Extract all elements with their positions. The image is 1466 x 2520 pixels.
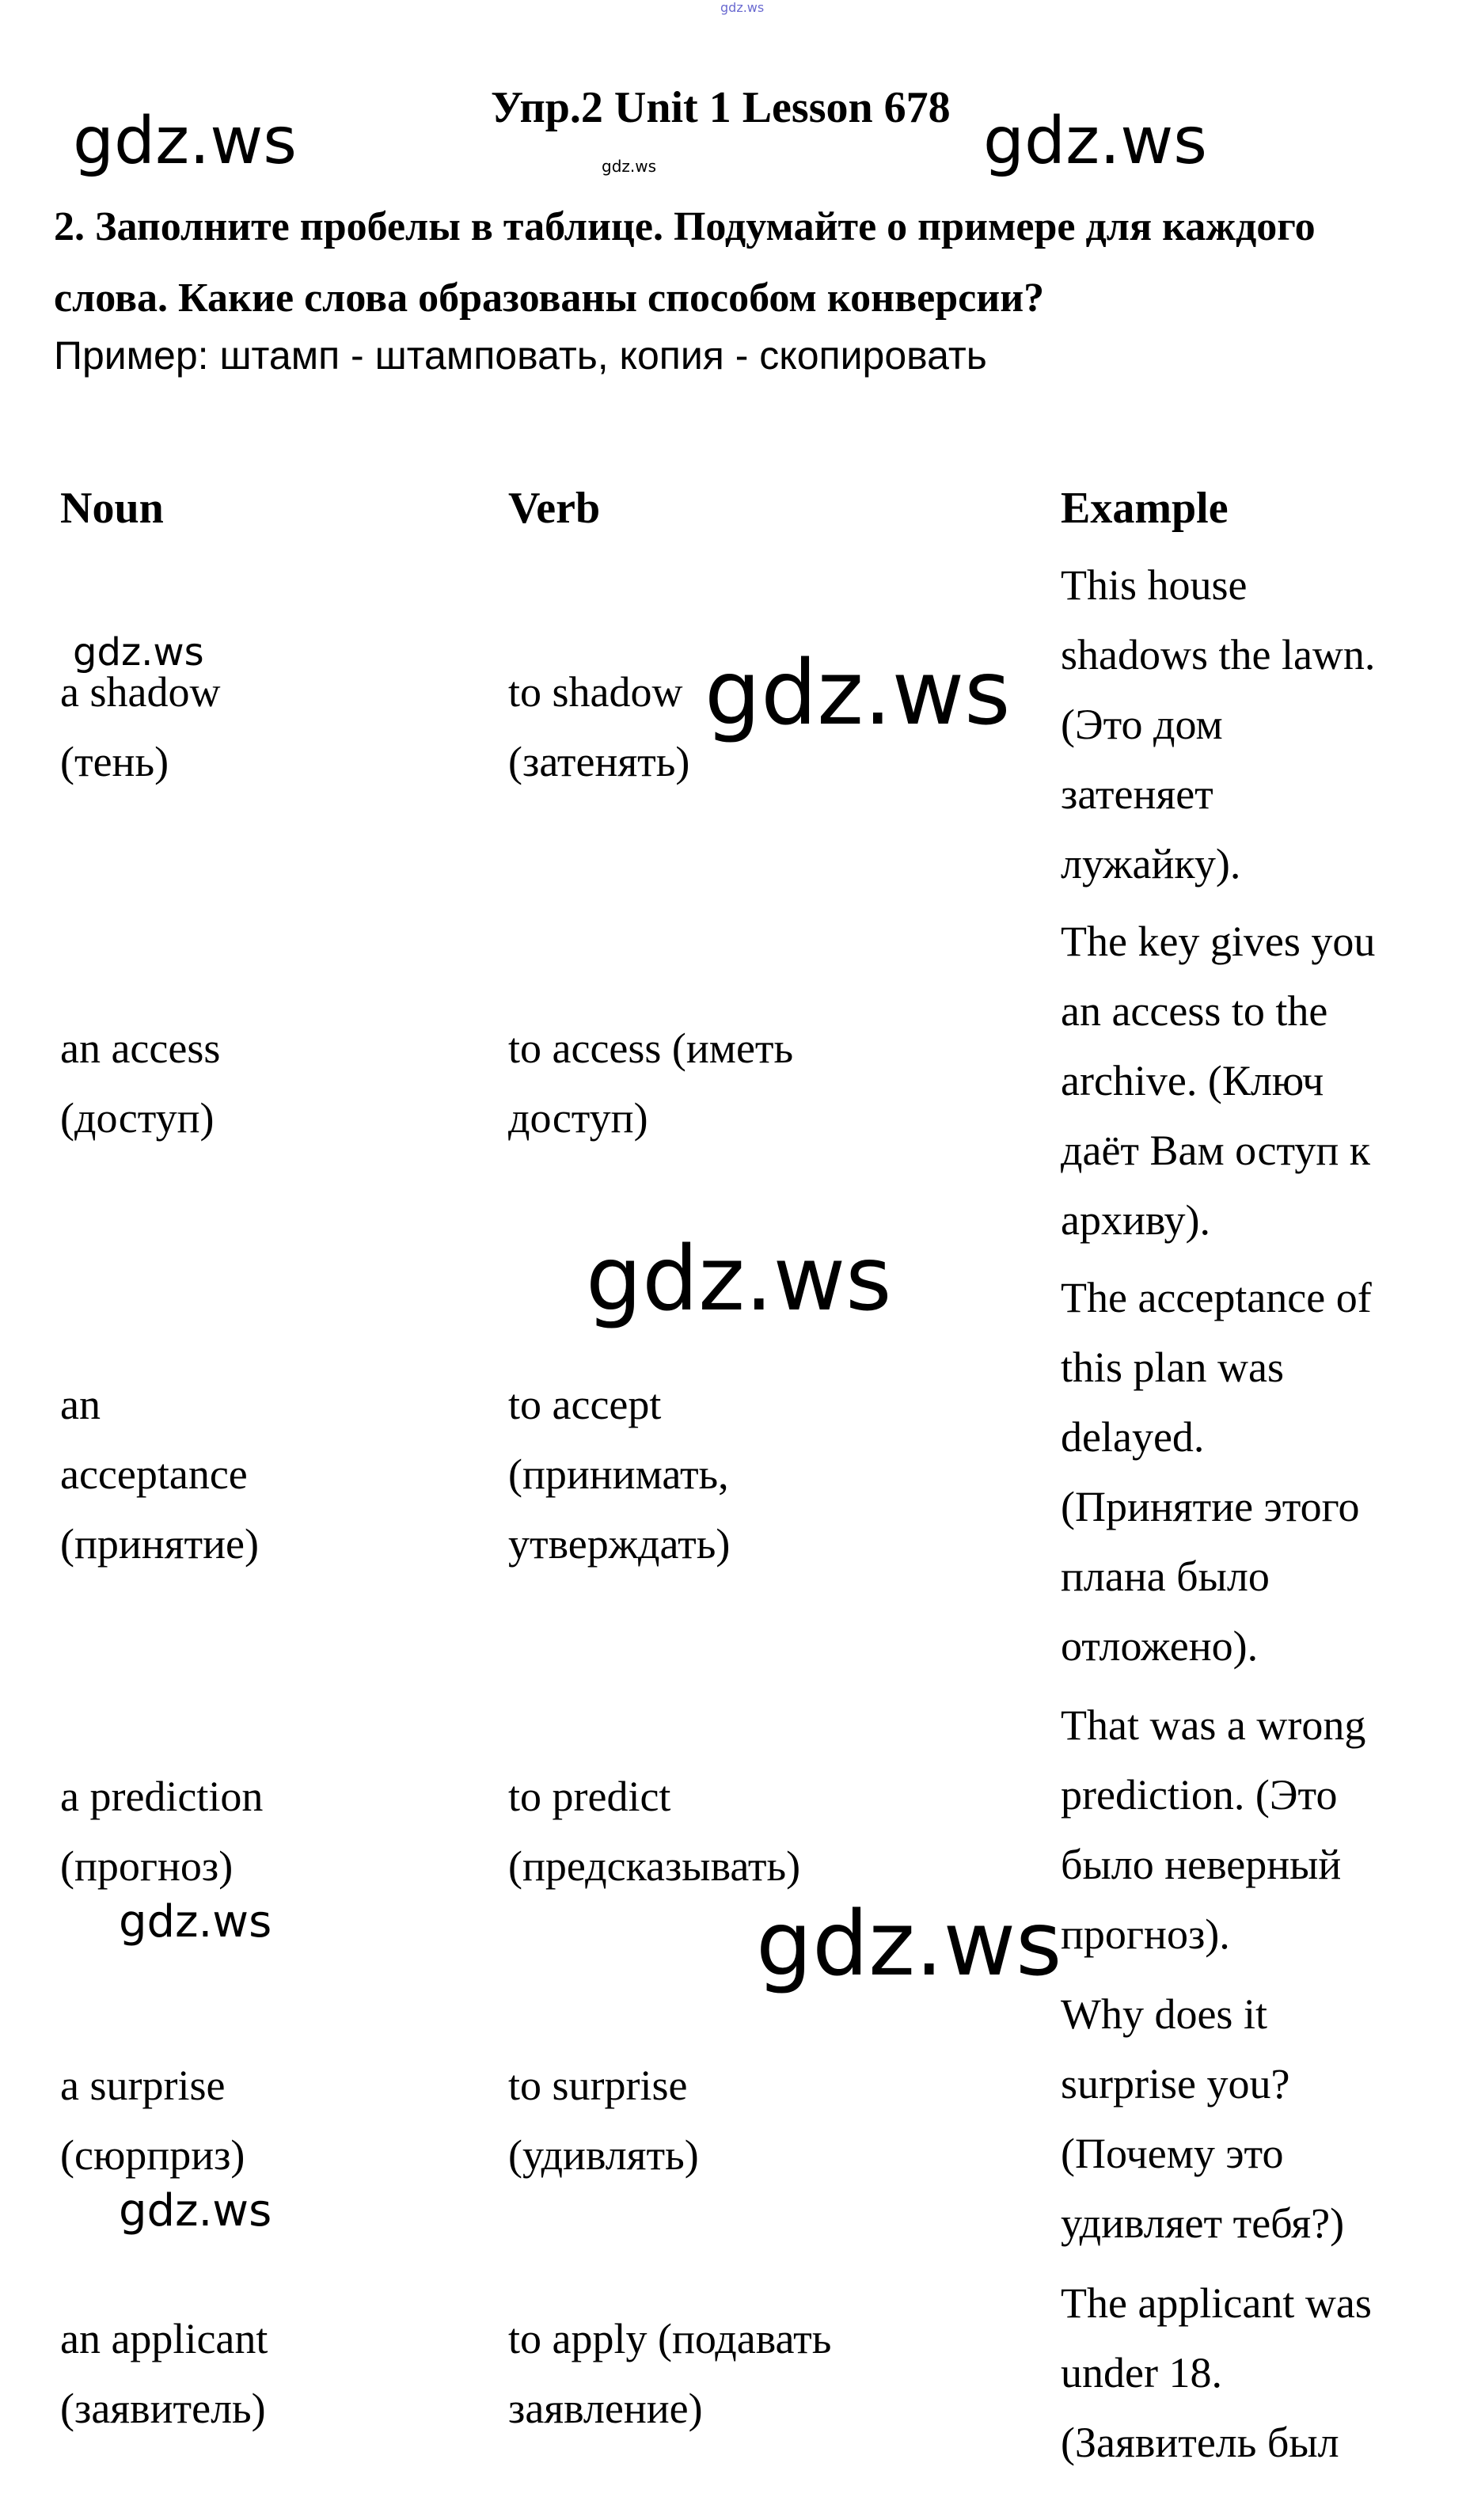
verb-cell: to surprise (удивлять) (508, 2062, 699, 2179)
watermark-large-3: gdz.ws (756, 1893, 1062, 1996)
watermark-top-right: gdz.ws (983, 104, 1207, 179)
watermark-row5: gdz.ws (119, 2185, 272, 2237)
example-cell: The acceptance of this plan was delayed. (Принятие этого плана было отложено). (1061, 1274, 1372, 1670)
column-header-verb: Verb (508, 484, 601, 533)
verb-cell: to accept (принимать, утверждать) (508, 1381, 731, 1568)
example-cell: The applicant was under 18. (Заявитель был (1061, 2279, 1372, 2466)
example-cell: The key gives you an access to the archive. (Ключ даёт Вам оступ к архиву). (1061, 918, 1376, 1244)
watermark-row1: gdz.ws (73, 630, 204, 675)
noun-cell: a prediction (прогноз) (60, 1773, 264, 1890)
column-header-noun: Noun (60, 484, 164, 533)
example-cell: Why does it surprise you? (Почему это удивляет тебя?) (1061, 1990, 1345, 2247)
watermark-tiny: gdz.ws (720, 0, 765, 15)
noun-cell: an applicant (заявитель) (60, 2315, 268, 2432)
example-line: Пример: штамп - штамповать, копия - скопировать (54, 333, 987, 378)
noun-cell: a surprise (сюрприз) (60, 2062, 245, 2179)
column-header-example: Example (1061, 484, 1229, 533)
verb-cell: to shadow (затенять) (508, 668, 690, 785)
noun-cell: a shadow (тень) (60, 668, 221, 785)
watermark-top-left: gdz.ws (73, 104, 297, 179)
noun-cell: an acceptance (принятие) (60, 1381, 259, 1568)
noun-cell: an access (доступ) (60, 1024, 221, 1142)
example-cell: That was a wrong prediction. (Это было неверный прогноз). (1061, 1701, 1366, 1958)
example-cell: This house shadows the lawn. (Это дом затеняет лужайку). (1061, 561, 1376, 888)
task-instruction: 2. Заполните пробелы в таблице. Подумайте о примере для каждого слова. Какие слова образованы способом конверсии? (54, 204, 1316, 321)
verb-cell: to apply (подавать заявление) (508, 2315, 832, 2432)
watermark-large-1: gdz.ws (705, 642, 1011, 745)
watermark-large-2: gdz.ws (586, 1228, 892, 1331)
page-title: Упр.2 Unit 1 Lesson 678 (491, 83, 951, 132)
watermark-row4: gdz.ws (119, 1896, 272, 1948)
verb-cell: to access (иметь доступ) (508, 1024, 794, 1142)
verb-cell: to predict (предсказывать) (508, 1773, 801, 1890)
watermark-small: gdz.ws (602, 157, 657, 176)
